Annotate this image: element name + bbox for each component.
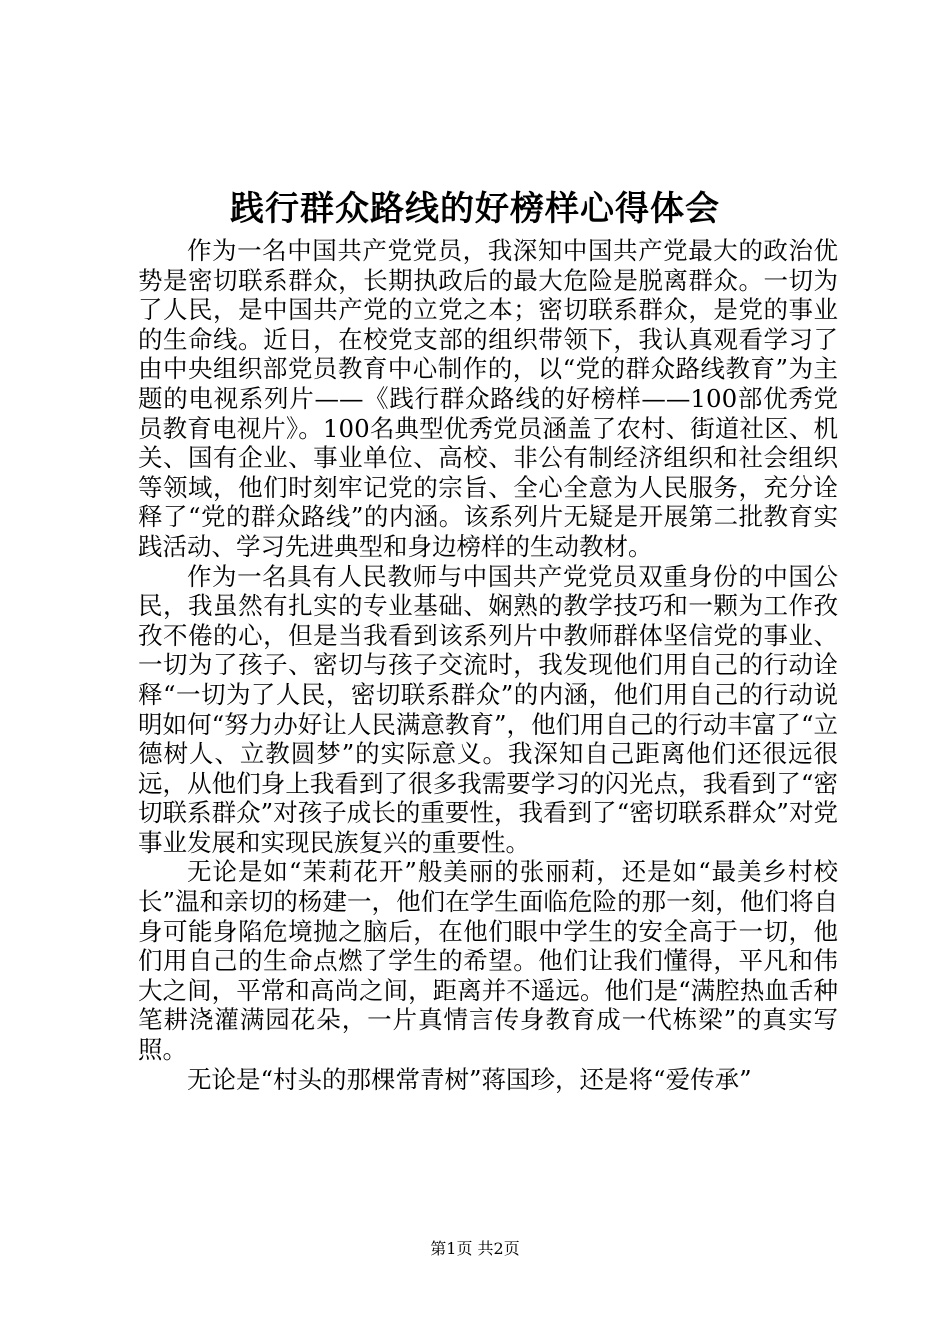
document-title: 践行群众路线的好榜样心得体会 (230, 189, 720, 229)
paragraph-1: 作为一名中国共产党党员，我深知中国共产党最大的政治优势是密切联系群众，长期执政后的最大危险是脱离群众。一切为了人民，是中国共产党的立党之本；密切联系群众，是党的事业的生命线。近日，在校党支部的组织带领下，我认真观看学习了由中央组织部党员教育中心制作的，以“党的群众路线教育”为主题的电视系列片——《践行群众路线的好榜样——100部优秀党员教育电视片》。100名典型优秀党员涵盖了农村、街道社区、机关、国有企业、事业单位、高校、非公有制经济组织和社会组织等领域，他们时刻牢记党的宗旨、全心全意为人民服务，充分诠释了“党的群众路线”的内涵。该系列片无疑是开展第二批教育实践活动、学习先进典型和身边榜样的生动教材。 (138, 236, 838, 561)
paragraph-3: 无论是如“茉莉花开”般美丽的张丽莉，还是如“最美乡村校长”温和亲切的杨建一，他们在学生面临危险的那一刻，他们将自身可能身陷危境抛之脑后，在他们眼中学生的安全高于一切，他们用自己的生命点燃了学生的希望。他们让我们懂得，平凡和伟大之间，平常和高尚之间，距离并不遥远。他们是“满腔热血舌种笔耕浇灌满园花朵，一片真情言传身教育成一代栋梁”的真实写照。 (138, 857, 838, 1065)
paragraph-2: 作为一名具有人民教师与中国共产党党员双重身份的中国公民，我虽然有扎实的专业基础、娴熟的教学技巧和一颗为工作孜孜不倦的心，但是当我看到该系列片中教师群体坚信党的事业、一切为了孩子、密切与孩子交流时，我发现他们用自己的行动诠释“一切为了人民，密切联系群众”的内涵，他们用自己的行动说明如何“努力办好让人民满意教育”，他们用自己的行动丰富了“立德树人、立教圆梦”的实际意义。我深知自己距离他们还很远很远，从他们身上我看到了很多我需要学习的闪光点，我看到了“密切联系群众”对孩子成长的重要性，我看到了“密切联系群众”对党事业发展和实现民族复兴的重要性。 (138, 561, 838, 857)
paragraph-4: 无论是“村头的那棵常青树”蒋国珍，还是将“爱传承” (187, 1064, 752, 1094)
document-body (138, 236, 838, 1094)
page-footer: 第1页 共2页 (430, 1239, 520, 1258)
